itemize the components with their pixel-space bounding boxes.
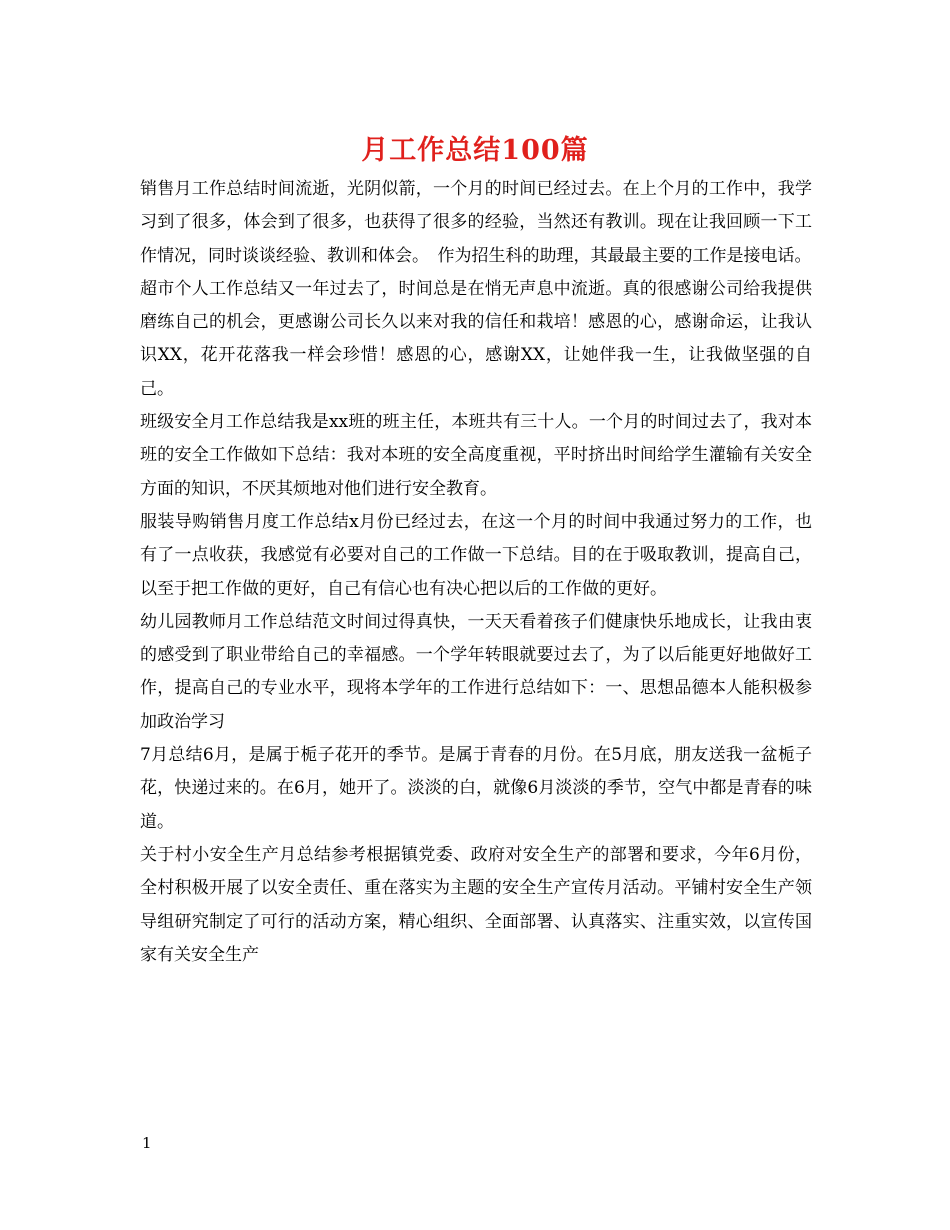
paragraph-sales-summary: 销售月工作总结时间流逝，光阴似箭，一个月的时间已经过去。在上个月的工作中，我学习到了很多，体会到了很多，也获得了很多的经验，当然还有教训。现在让我回顾一下工作情况，同时谈谈经验、教训和体会。 作为招生科的助理，其最最主要的工作是接电话。 [140,179,812,266]
page-number: 1 [142,1134,152,1152]
paragraph-village-safety-summary: 关于村小安全生产月总结参考根据镇党委、政府对安全生产的部署和要求，今年6月份，全村积极开展了以安全责任、重在落实为主题的安全生产宣传月活动。平铺村安全生产领导组研究制定了可行的活动方案，精心组织、全面部署、认真落实、注重实效，以宣传国家有关安全生产 [140,844,812,965]
paragraph-clothing-sales-summary: 服装导购销售月度工作总结x月份已经过去，在这一个月的时间中我通过努力的工作，也有了一点收获，我感觉有必要对自己的工作做一下总结。目的在于吸取教训，提高自己，以至于把工作做的更好，自己有信心也有决心把以后的工作做的更好。 [140,511,812,599]
paragraph-class-safety-summary: 班级安全月工作总结我是xx班的班主任，本班共有三十人。一个月的时间过去了，我对本班的安全工作做如下总结：我对本班的安全高度重视，平时挤出时间给学生灌输有关安全方面的知识，不厌其烦地对他们进行安全教育。 [140,412,812,499]
document-title: 月工作总结100篇 [361,135,589,166]
document-body [140,173,812,972]
paragraph-july-summary: 7月总结6月，是属于栀子花开的季节。是属于青春的月份。在5月底，朋友送我一盆栀子花，快递过来的。在6月，她开了。淡淡的白，就像6月淡淡的季节，空气中都是青春的味道。 [140,745,812,832]
paragraph-kindergarten-summary: 幼儿园教师月工作总结范文时间过得真快，一天天看着孩子们健康快乐地成长，让我由衷的感受到了职业带给自己的幸福感。一个学年转眼就要过去了，为了以后能更好地做好工作，提高自己的专业水平，现将本学年的工作进行总结如下：一、思想品德本人能积极参加政治学习 [140,611,812,732]
paragraph-supermarket-summary: 超市个人工作总结又一年过去了，时间总是在悄无声息中流逝。真的很感谢公司给我提供磨练自己的机会，更感谢公司长久以来对我的信任和栽培！感恩的心，感谢命运，让我认识XX，花开花落我一样会珍惜！感恩的心，感谢XX，让她伴我一生，让我做坚强的自己。 [140,278,812,399]
